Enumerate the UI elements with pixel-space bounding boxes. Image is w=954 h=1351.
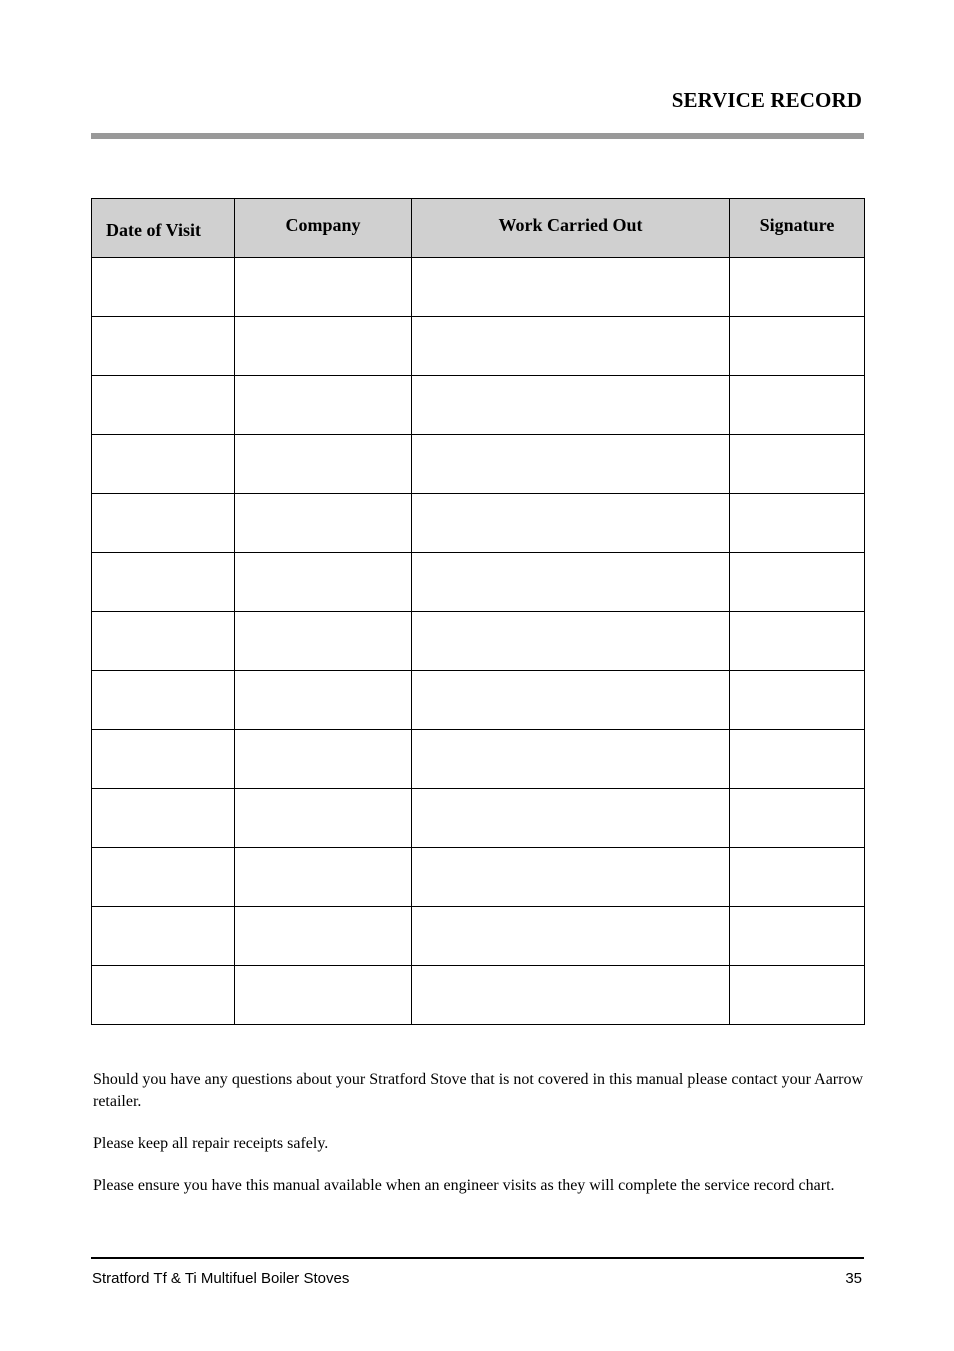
table-cell-date-of-visit[interactable] [92,612,235,671]
table-row [92,907,865,966]
table-cell-signature[interactable] [730,671,865,730]
table-cell-company[interactable] [235,848,412,907]
table-row [92,789,865,848]
table-cell-signature[interactable] [730,789,865,848]
table-cell-work-carried-out[interactable] [412,848,730,907]
table-cell-date-of-visit[interactable] [92,317,235,376]
page-number: 35 [845,1270,862,1287]
table-cell-company[interactable] [235,671,412,730]
table-row [92,494,865,553]
table-row [92,671,865,730]
footer-divider [91,1257,864,1259]
table-cell-date-of-visit[interactable] [92,435,235,494]
table-cell-company[interactable] [235,966,412,1025]
table-cell-work-carried-out[interactable] [412,376,730,435]
table-cell-company[interactable] [235,789,412,848]
table-cell-signature[interactable] [730,966,865,1025]
table-row [92,435,865,494]
table-cell-company[interactable] [235,494,412,553]
table-cell-work-carried-out[interactable] [412,494,730,553]
table-cell-work-carried-out[interactable] [412,258,730,317]
note-keep-receipts: Please keep all repair receipts safely. [93,1135,329,1152]
table-cell-signature[interactable] [730,494,865,553]
table-cell-date-of-visit[interactable] [92,848,235,907]
footer-document-title: Stratford Tf & Ti Multifuel Boiler Stoves [92,1270,350,1287]
table-cell-date-of-visit[interactable] [92,907,235,966]
table-cell-date-of-visit[interactable] [92,730,235,789]
column-header-work-carried-out: Work Carried Out [412,199,730,258]
table-cell-company[interactable] [235,258,412,317]
table-cell-work-carried-out[interactable] [412,671,730,730]
table-body [92,258,865,1025]
notes-section [93,1069,863,1217]
note-contact-retailer: Should you have any questions about your Stratford Stove that is not covered in this manual please contact your Aarrow retailer. [93,1071,863,1110]
table-row [92,966,865,1025]
table-cell-company[interactable] [235,376,412,435]
table-cell-date-of-visit[interactable] [92,671,235,730]
table-cell-signature[interactable] [730,317,865,376]
table-cell-signature[interactable] [730,730,865,789]
table-cell-date-of-visit[interactable] [92,789,235,848]
table-row [92,848,865,907]
column-header-company: Company [235,199,412,258]
table-header-row [92,199,865,258]
table-cell-signature[interactable] [730,258,865,317]
table-cell-work-carried-out[interactable] [412,907,730,966]
table-cell-signature[interactable] [730,612,865,671]
table-row [92,376,865,435]
table-cell-signature[interactable] [730,907,865,966]
table-cell-company[interactable] [235,612,412,671]
table-cell-work-carried-out[interactable] [412,789,730,848]
table-row [92,730,865,789]
table-cell-company[interactable] [235,553,412,612]
table-cell-company[interactable] [235,435,412,494]
note-manual-available: Please ensure you have this manual available when an engineer visits as they will complete the service record chart. [93,1177,835,1194]
table-cell-work-carried-out[interactable] [412,612,730,671]
table-cell-date-of-visit[interactable] [92,258,235,317]
table-row [92,258,865,317]
table-cell-work-carried-out[interactable] [412,317,730,376]
table-cell-work-carried-out[interactable] [412,730,730,789]
table-cell-signature[interactable] [730,376,865,435]
page-title: SERVICE RECORD [671,88,862,112]
table-cell-signature[interactable] [730,435,865,494]
table-cell-signature[interactable] [730,553,865,612]
table-cell-company[interactable] [235,907,412,966]
service-record-table [91,198,865,1025]
table-row [92,317,865,376]
title-divider [91,133,864,139]
table-cell-work-carried-out[interactable] [412,435,730,494]
table-row [92,612,865,671]
column-header-signature: Signature [730,199,865,258]
table-cell-date-of-visit[interactable] [92,553,235,612]
table-cell-date-of-visit[interactable] [92,376,235,435]
table-cell-company[interactable] [235,317,412,376]
table-cell-work-carried-out[interactable] [412,553,730,612]
table-cell-company[interactable] [235,730,412,789]
table-cell-work-carried-out[interactable] [412,966,730,1025]
table-cell-date-of-visit[interactable] [92,966,235,1025]
table-cell-date-of-visit[interactable] [92,494,235,553]
table-cell-signature[interactable] [730,848,865,907]
column-header-date-of-visit: Date of Visit [92,199,235,258]
table-row [92,553,865,612]
